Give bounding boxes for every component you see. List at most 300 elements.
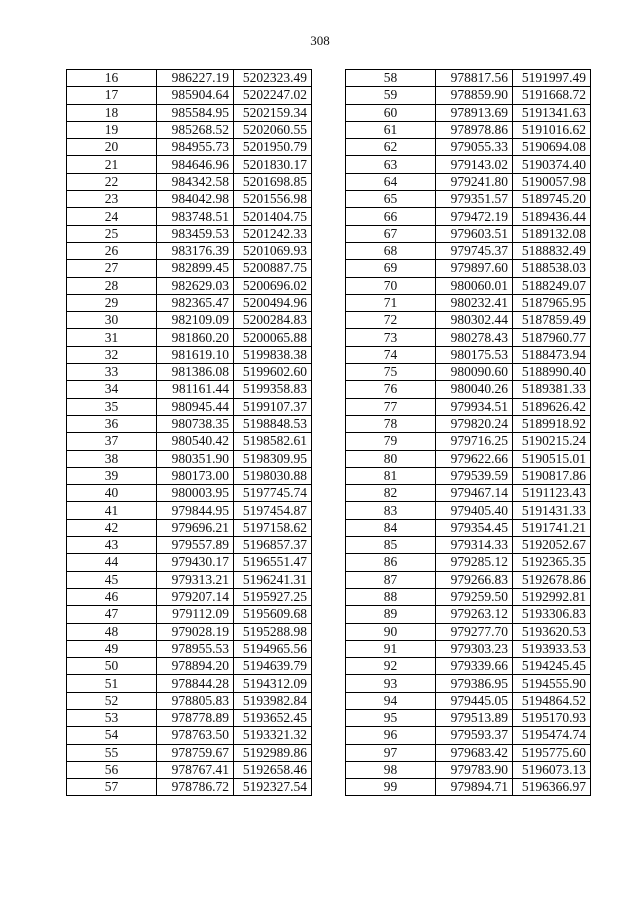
point-number-cell: 57 xyxy=(67,779,157,796)
y-coordinate-cell: 5199602.60 xyxy=(234,364,312,381)
x-coordinate-cell: 979445.05 xyxy=(436,692,513,709)
point-number-cell: 88 xyxy=(346,588,436,605)
y-coordinate-cell: 5195288.98 xyxy=(234,623,312,640)
x-coordinate-cell: 979266.83 xyxy=(436,571,513,588)
x-coordinate-cell: 985584.95 xyxy=(157,104,234,121)
x-coordinate-cell: 978913.69 xyxy=(436,104,513,121)
y-coordinate-cell: 5195474.74 xyxy=(513,727,591,744)
table-row xyxy=(67,658,312,675)
point-number-cell: 63 xyxy=(346,156,436,173)
table-row xyxy=(67,139,312,156)
y-coordinate-cell: 5190515.01 xyxy=(513,450,591,467)
table-row xyxy=(346,70,591,87)
point-number-cell: 17 xyxy=(67,87,157,104)
point-number-cell: 85 xyxy=(346,537,436,554)
x-coordinate-cell: 979844.95 xyxy=(157,502,234,519)
y-coordinate-cell: 5193652.45 xyxy=(234,709,312,726)
y-coordinate-cell: 5193982.84 xyxy=(234,692,312,709)
point-number-cell: 20 xyxy=(67,139,157,156)
y-coordinate-cell: 5192992.81 xyxy=(513,588,591,605)
point-number-cell: 65 xyxy=(346,191,436,208)
table-row xyxy=(346,294,591,311)
point-number-cell: 22 xyxy=(67,173,157,190)
point-number-cell: 33 xyxy=(67,364,157,381)
table-row xyxy=(346,156,591,173)
y-coordinate-cell: 5195170.93 xyxy=(513,709,591,726)
x-coordinate-cell: 978759.67 xyxy=(157,744,234,761)
table-row xyxy=(67,104,312,121)
y-coordinate-cell: 5188473.94 xyxy=(513,346,591,363)
point-number-cell: 95 xyxy=(346,709,436,726)
point-number-cell: 79 xyxy=(346,433,436,450)
y-coordinate-cell: 5197158.62 xyxy=(234,519,312,536)
table-row xyxy=(67,744,312,761)
x-coordinate-cell: 979696.21 xyxy=(157,519,234,536)
point-number-cell: 86 xyxy=(346,554,436,571)
table-row xyxy=(346,606,591,623)
x-coordinate-cell: 981386.08 xyxy=(157,364,234,381)
y-coordinate-cell: 5202159.34 xyxy=(234,104,312,121)
y-coordinate-cell: 5194639.79 xyxy=(234,658,312,675)
table-row xyxy=(346,364,591,381)
table-row xyxy=(67,156,312,173)
x-coordinate-cell: 982899.45 xyxy=(157,260,234,277)
table-row xyxy=(346,191,591,208)
y-coordinate-cell: 5192989.86 xyxy=(234,744,312,761)
y-coordinate-cell: 5191741.21 xyxy=(513,519,591,536)
point-number-cell: 71 xyxy=(346,294,436,311)
x-coordinate-cell: 979430.17 xyxy=(157,554,234,571)
point-number-cell: 31 xyxy=(67,329,157,346)
y-coordinate-cell: 5189918.92 xyxy=(513,415,591,432)
table-row xyxy=(67,381,312,398)
x-coordinate-cell: 980278.43 xyxy=(436,329,513,346)
x-coordinate-cell: 979339.66 xyxy=(436,658,513,675)
x-coordinate-cell: 979354.45 xyxy=(436,519,513,536)
x-coordinate-cell: 979745.37 xyxy=(436,242,513,259)
point-number-cell: 54 xyxy=(67,727,157,744)
point-number-cell: 43 xyxy=(67,537,157,554)
y-coordinate-cell: 5189381.33 xyxy=(513,381,591,398)
table-row xyxy=(67,692,312,709)
point-number-cell: 83 xyxy=(346,502,436,519)
point-number-cell: 76 xyxy=(346,381,436,398)
x-coordinate-cell: 980351.90 xyxy=(157,450,234,467)
point-number-cell: 90 xyxy=(346,623,436,640)
point-number-cell: 25 xyxy=(67,225,157,242)
x-coordinate-cell: 978817.56 xyxy=(436,70,513,87)
point-number-cell: 24 xyxy=(67,208,157,225)
table-row xyxy=(346,208,591,225)
table-row xyxy=(67,294,312,311)
y-coordinate-cell: 5194965.56 xyxy=(234,640,312,657)
y-coordinate-cell: 5202323.49 xyxy=(234,70,312,87)
table-row xyxy=(67,415,312,432)
point-number-cell: 55 xyxy=(67,744,157,761)
x-coordinate-cell: 985904.64 xyxy=(157,87,234,104)
table-row xyxy=(67,606,312,623)
x-coordinate-cell: 979683.42 xyxy=(436,744,513,761)
point-number-cell: 52 xyxy=(67,692,157,709)
y-coordinate-cell: 5200887.75 xyxy=(234,260,312,277)
x-coordinate-cell: 980090.60 xyxy=(436,364,513,381)
y-coordinate-cell: 5191431.33 xyxy=(513,502,591,519)
page-number: 308 xyxy=(310,33,330,48)
y-coordinate-cell: 5194555.90 xyxy=(513,675,591,692)
y-coordinate-cell: 5201556.98 xyxy=(234,191,312,208)
table-row xyxy=(67,242,312,259)
y-coordinate-cell: 5202060.55 xyxy=(234,121,312,138)
point-number-cell: 39 xyxy=(67,467,157,484)
y-coordinate-cell: 5193620.53 xyxy=(513,623,591,640)
point-number-cell: 98 xyxy=(346,761,436,778)
x-coordinate-cell: 982629.03 xyxy=(157,277,234,294)
y-coordinate-cell: 5189626.42 xyxy=(513,398,591,415)
table-row xyxy=(67,675,312,692)
x-coordinate-cell: 983176.39 xyxy=(157,242,234,259)
x-coordinate-cell: 979894.71 xyxy=(436,779,513,796)
table-row xyxy=(67,312,312,329)
table-row xyxy=(67,623,312,640)
y-coordinate-cell: 5192327.54 xyxy=(234,779,312,796)
x-coordinate-cell: 978978.86 xyxy=(436,121,513,138)
x-coordinate-cell: 979207.14 xyxy=(157,588,234,605)
table-row xyxy=(346,312,591,329)
y-coordinate-cell: 5192678.86 xyxy=(513,571,591,588)
table-row xyxy=(346,502,591,519)
x-coordinate-cell: 984955.73 xyxy=(157,139,234,156)
table-row xyxy=(67,87,312,104)
x-coordinate-cell: 981619.10 xyxy=(157,346,234,363)
table-row xyxy=(346,139,591,156)
table-row xyxy=(346,398,591,415)
y-coordinate-cell: 5201242.33 xyxy=(234,225,312,242)
x-coordinate-cell: 981161.44 xyxy=(157,381,234,398)
table-row xyxy=(346,467,591,484)
y-coordinate-cell: 5196857.37 xyxy=(234,537,312,554)
table-row xyxy=(67,208,312,225)
x-coordinate-cell: 979277.70 xyxy=(436,623,513,640)
point-number-cell: 23 xyxy=(67,191,157,208)
table-row xyxy=(67,121,312,138)
point-number-cell: 94 xyxy=(346,692,436,709)
y-coordinate-cell: 5191668.72 xyxy=(513,87,591,104)
table-row xyxy=(346,675,591,692)
point-number-cell: 77 xyxy=(346,398,436,415)
x-coordinate-cell: 979259.50 xyxy=(436,588,513,605)
x-coordinate-cell: 979783.90 xyxy=(436,761,513,778)
y-coordinate-cell: 5196241.31 xyxy=(234,571,312,588)
point-number-cell: 67 xyxy=(346,225,436,242)
y-coordinate-cell: 5195927.25 xyxy=(234,588,312,605)
x-coordinate-cell: 980945.44 xyxy=(157,398,234,415)
point-number-cell: 69 xyxy=(346,260,436,277)
point-number-cell: 62 xyxy=(346,139,436,156)
x-coordinate-cell: 980040.26 xyxy=(436,381,513,398)
point-number-cell: 34 xyxy=(67,381,157,398)
x-coordinate-cell: 980302.44 xyxy=(436,312,513,329)
x-coordinate-cell: 979467.14 xyxy=(436,485,513,502)
table-row xyxy=(346,415,591,432)
y-coordinate-cell: 5200065.88 xyxy=(234,329,312,346)
point-number-cell: 16 xyxy=(67,70,157,87)
table-row xyxy=(67,364,312,381)
x-coordinate-cell: 979313.21 xyxy=(157,571,234,588)
table-row xyxy=(346,121,591,138)
x-coordinate-cell: 980540.42 xyxy=(157,433,234,450)
x-coordinate-cell: 978955.53 xyxy=(157,640,234,657)
y-coordinate-cell: 5198582.61 xyxy=(234,433,312,450)
point-number-cell: 74 xyxy=(346,346,436,363)
table-row xyxy=(67,502,312,519)
y-coordinate-cell: 5193306.83 xyxy=(513,606,591,623)
point-number-cell: 18 xyxy=(67,104,157,121)
point-number-cell: 96 xyxy=(346,727,436,744)
table-row xyxy=(67,173,312,190)
x-coordinate-cell: 979539.59 xyxy=(436,467,513,484)
x-coordinate-cell: 979622.66 xyxy=(436,450,513,467)
table-row xyxy=(67,727,312,744)
x-coordinate-cell: 978805.83 xyxy=(157,692,234,709)
y-coordinate-cell: 5200696.02 xyxy=(234,277,312,294)
y-coordinate-cell: 5188249.07 xyxy=(513,277,591,294)
table-row xyxy=(346,346,591,363)
y-coordinate-cell: 5190215.24 xyxy=(513,433,591,450)
point-number-cell: 72 xyxy=(346,312,436,329)
table-row xyxy=(346,519,591,536)
point-number-cell: 26 xyxy=(67,242,157,259)
y-coordinate-cell: 5188538.03 xyxy=(513,260,591,277)
coordinates-table-right xyxy=(345,69,591,796)
point-number-cell: 48 xyxy=(67,623,157,640)
point-number-cell: 75 xyxy=(346,364,436,381)
table-row xyxy=(67,329,312,346)
table-row xyxy=(67,519,312,536)
x-coordinate-cell: 978786.72 xyxy=(157,779,234,796)
table-row xyxy=(67,588,312,605)
y-coordinate-cell: 5194864.52 xyxy=(513,692,591,709)
y-coordinate-cell: 5192365.35 xyxy=(513,554,591,571)
table-row xyxy=(67,709,312,726)
table-row xyxy=(346,761,591,778)
x-coordinate-cell: 979513.89 xyxy=(436,709,513,726)
y-coordinate-cell: 5193933.53 xyxy=(513,640,591,657)
table-row xyxy=(346,727,591,744)
point-number-cell: 51 xyxy=(67,675,157,692)
x-coordinate-cell: 980060.01 xyxy=(436,277,513,294)
y-coordinate-cell: 5197745.74 xyxy=(234,485,312,502)
table-row xyxy=(346,87,591,104)
point-number-cell: 30 xyxy=(67,312,157,329)
point-number-cell: 19 xyxy=(67,121,157,138)
x-coordinate-cell: 978778.89 xyxy=(157,709,234,726)
point-number-cell: 66 xyxy=(346,208,436,225)
table-row xyxy=(67,225,312,242)
table-row xyxy=(346,744,591,761)
y-coordinate-cell: 5201950.79 xyxy=(234,139,312,156)
point-number-cell: 58 xyxy=(346,70,436,87)
point-number-cell: 50 xyxy=(67,658,157,675)
x-coordinate-cell: 984646.96 xyxy=(157,156,234,173)
point-number-cell: 78 xyxy=(346,415,436,432)
point-number-cell: 80 xyxy=(346,450,436,467)
point-number-cell: 28 xyxy=(67,277,157,294)
x-coordinate-cell: 979603.51 xyxy=(436,225,513,242)
x-coordinate-cell: 979241.80 xyxy=(436,173,513,190)
point-number-cell: 99 xyxy=(346,779,436,796)
y-coordinate-cell: 5200494.96 xyxy=(234,294,312,311)
x-coordinate-cell: 979934.51 xyxy=(436,398,513,415)
y-coordinate-cell: 5191016.62 xyxy=(513,121,591,138)
y-coordinate-cell: 5199107.37 xyxy=(234,398,312,415)
y-coordinate-cell: 5187859.49 xyxy=(513,312,591,329)
table-row xyxy=(346,588,591,605)
point-number-cell: 21 xyxy=(67,156,157,173)
point-number-cell: 81 xyxy=(346,467,436,484)
table-row xyxy=(346,260,591,277)
x-coordinate-cell: 979593.37 xyxy=(436,727,513,744)
y-coordinate-cell: 5189436.44 xyxy=(513,208,591,225)
x-coordinate-cell: 979820.24 xyxy=(436,415,513,432)
x-coordinate-cell: 979055.33 xyxy=(436,139,513,156)
y-coordinate-cell: 5191341.63 xyxy=(513,104,591,121)
x-coordinate-cell: 985268.52 xyxy=(157,121,234,138)
table-row xyxy=(346,658,591,675)
y-coordinate-cell: 5202247.02 xyxy=(234,87,312,104)
x-coordinate-cell: 982109.09 xyxy=(157,312,234,329)
x-coordinate-cell: 979112.09 xyxy=(157,606,234,623)
y-coordinate-cell: 5198309.95 xyxy=(234,450,312,467)
x-coordinate-cell: 979386.95 xyxy=(436,675,513,692)
y-coordinate-cell: 5189745.20 xyxy=(513,191,591,208)
x-coordinate-cell: 979472.19 xyxy=(436,208,513,225)
x-coordinate-cell: 980232.41 xyxy=(436,294,513,311)
y-coordinate-cell: 5188832.49 xyxy=(513,242,591,259)
point-number-cell: 53 xyxy=(67,709,157,726)
table-row xyxy=(67,467,312,484)
table-row xyxy=(346,242,591,259)
table-row xyxy=(346,709,591,726)
point-number-cell: 70 xyxy=(346,277,436,294)
x-coordinate-cell: 979028.19 xyxy=(157,623,234,640)
point-number-cell: 38 xyxy=(67,450,157,467)
table-row xyxy=(346,571,591,588)
point-number-cell: 93 xyxy=(346,675,436,692)
table-row xyxy=(67,537,312,554)
point-number-cell: 92 xyxy=(346,658,436,675)
x-coordinate-cell: 981860.20 xyxy=(157,329,234,346)
point-number-cell: 68 xyxy=(346,242,436,259)
point-number-cell: 56 xyxy=(67,761,157,778)
y-coordinate-cell: 5199838.38 xyxy=(234,346,312,363)
point-number-cell: 84 xyxy=(346,519,436,536)
point-number-cell: 41 xyxy=(67,502,157,519)
y-coordinate-cell: 5201830.17 xyxy=(234,156,312,173)
table-row xyxy=(67,450,312,467)
y-coordinate-cell: 5191123.43 xyxy=(513,485,591,502)
coordinates-table-left xyxy=(66,69,312,796)
x-coordinate-cell: 980173.00 xyxy=(157,467,234,484)
y-coordinate-cell: 5201698.85 xyxy=(234,173,312,190)
table-row xyxy=(346,692,591,709)
point-number-cell: 44 xyxy=(67,554,157,571)
y-coordinate-cell: 5196366.97 xyxy=(513,779,591,796)
x-coordinate-cell: 984042.98 xyxy=(157,191,234,208)
point-number-cell: 27 xyxy=(67,260,157,277)
table-row xyxy=(67,398,312,415)
point-number-cell: 91 xyxy=(346,640,436,657)
table-row xyxy=(346,329,591,346)
table-row xyxy=(67,70,312,87)
y-coordinate-cell: 5193321.32 xyxy=(234,727,312,744)
x-coordinate-cell: 979557.89 xyxy=(157,537,234,554)
point-number-cell: 46 xyxy=(67,588,157,605)
table-row xyxy=(346,537,591,554)
x-coordinate-cell: 978894.20 xyxy=(157,658,234,675)
table-row xyxy=(346,779,591,796)
y-coordinate-cell: 5199358.83 xyxy=(234,381,312,398)
y-coordinate-cell: 5192052.67 xyxy=(513,537,591,554)
x-coordinate-cell: 978844.28 xyxy=(157,675,234,692)
x-coordinate-cell: 979285.12 xyxy=(436,554,513,571)
x-coordinate-cell: 978859.90 xyxy=(436,87,513,104)
y-coordinate-cell: 5195775.60 xyxy=(513,744,591,761)
x-coordinate-cell: 980738.35 xyxy=(157,415,234,432)
point-number-cell: 73 xyxy=(346,329,436,346)
point-number-cell: 42 xyxy=(67,519,157,536)
table-row xyxy=(346,277,591,294)
y-coordinate-cell: 5198030.88 xyxy=(234,467,312,484)
x-coordinate-cell: 979143.02 xyxy=(436,156,513,173)
x-coordinate-cell: 982365.47 xyxy=(157,294,234,311)
y-coordinate-cell: 5192658.46 xyxy=(234,761,312,778)
y-coordinate-cell: 5190057.98 xyxy=(513,173,591,190)
y-coordinate-cell: 5191997.49 xyxy=(513,70,591,87)
y-coordinate-cell: 5194245.45 xyxy=(513,658,591,675)
table-row xyxy=(346,554,591,571)
point-number-cell: 29 xyxy=(67,294,157,311)
x-coordinate-cell: 979351.57 xyxy=(436,191,513,208)
table-row xyxy=(67,761,312,778)
y-coordinate-cell: 5189132.08 xyxy=(513,225,591,242)
point-number-cell: 87 xyxy=(346,571,436,588)
y-coordinate-cell: 5195609.68 xyxy=(234,606,312,623)
x-coordinate-cell: 979314.33 xyxy=(436,537,513,554)
x-coordinate-cell: 979897.60 xyxy=(436,260,513,277)
y-coordinate-cell: 5196073.13 xyxy=(513,761,591,778)
table-row xyxy=(346,450,591,467)
table-row xyxy=(67,433,312,450)
point-number-cell: 40 xyxy=(67,485,157,502)
x-coordinate-cell: 979716.25 xyxy=(436,433,513,450)
x-coordinate-cell: 978767.41 xyxy=(157,761,234,778)
y-coordinate-cell: 5194312.09 xyxy=(234,675,312,692)
table-row xyxy=(346,623,591,640)
table-row xyxy=(67,571,312,588)
x-coordinate-cell: 978763.50 xyxy=(157,727,234,744)
point-number-cell: 61 xyxy=(346,121,436,138)
point-number-cell: 36 xyxy=(67,415,157,432)
point-number-cell: 45 xyxy=(67,571,157,588)
table-row xyxy=(67,260,312,277)
y-coordinate-cell: 5201404.75 xyxy=(234,208,312,225)
y-coordinate-cell: 5198848.53 xyxy=(234,415,312,432)
point-number-cell: 35 xyxy=(67,398,157,415)
x-coordinate-cell: 984342.58 xyxy=(157,173,234,190)
point-number-cell: 49 xyxy=(67,640,157,657)
point-number-cell: 37 xyxy=(67,433,157,450)
y-coordinate-cell: 5188990.40 xyxy=(513,364,591,381)
